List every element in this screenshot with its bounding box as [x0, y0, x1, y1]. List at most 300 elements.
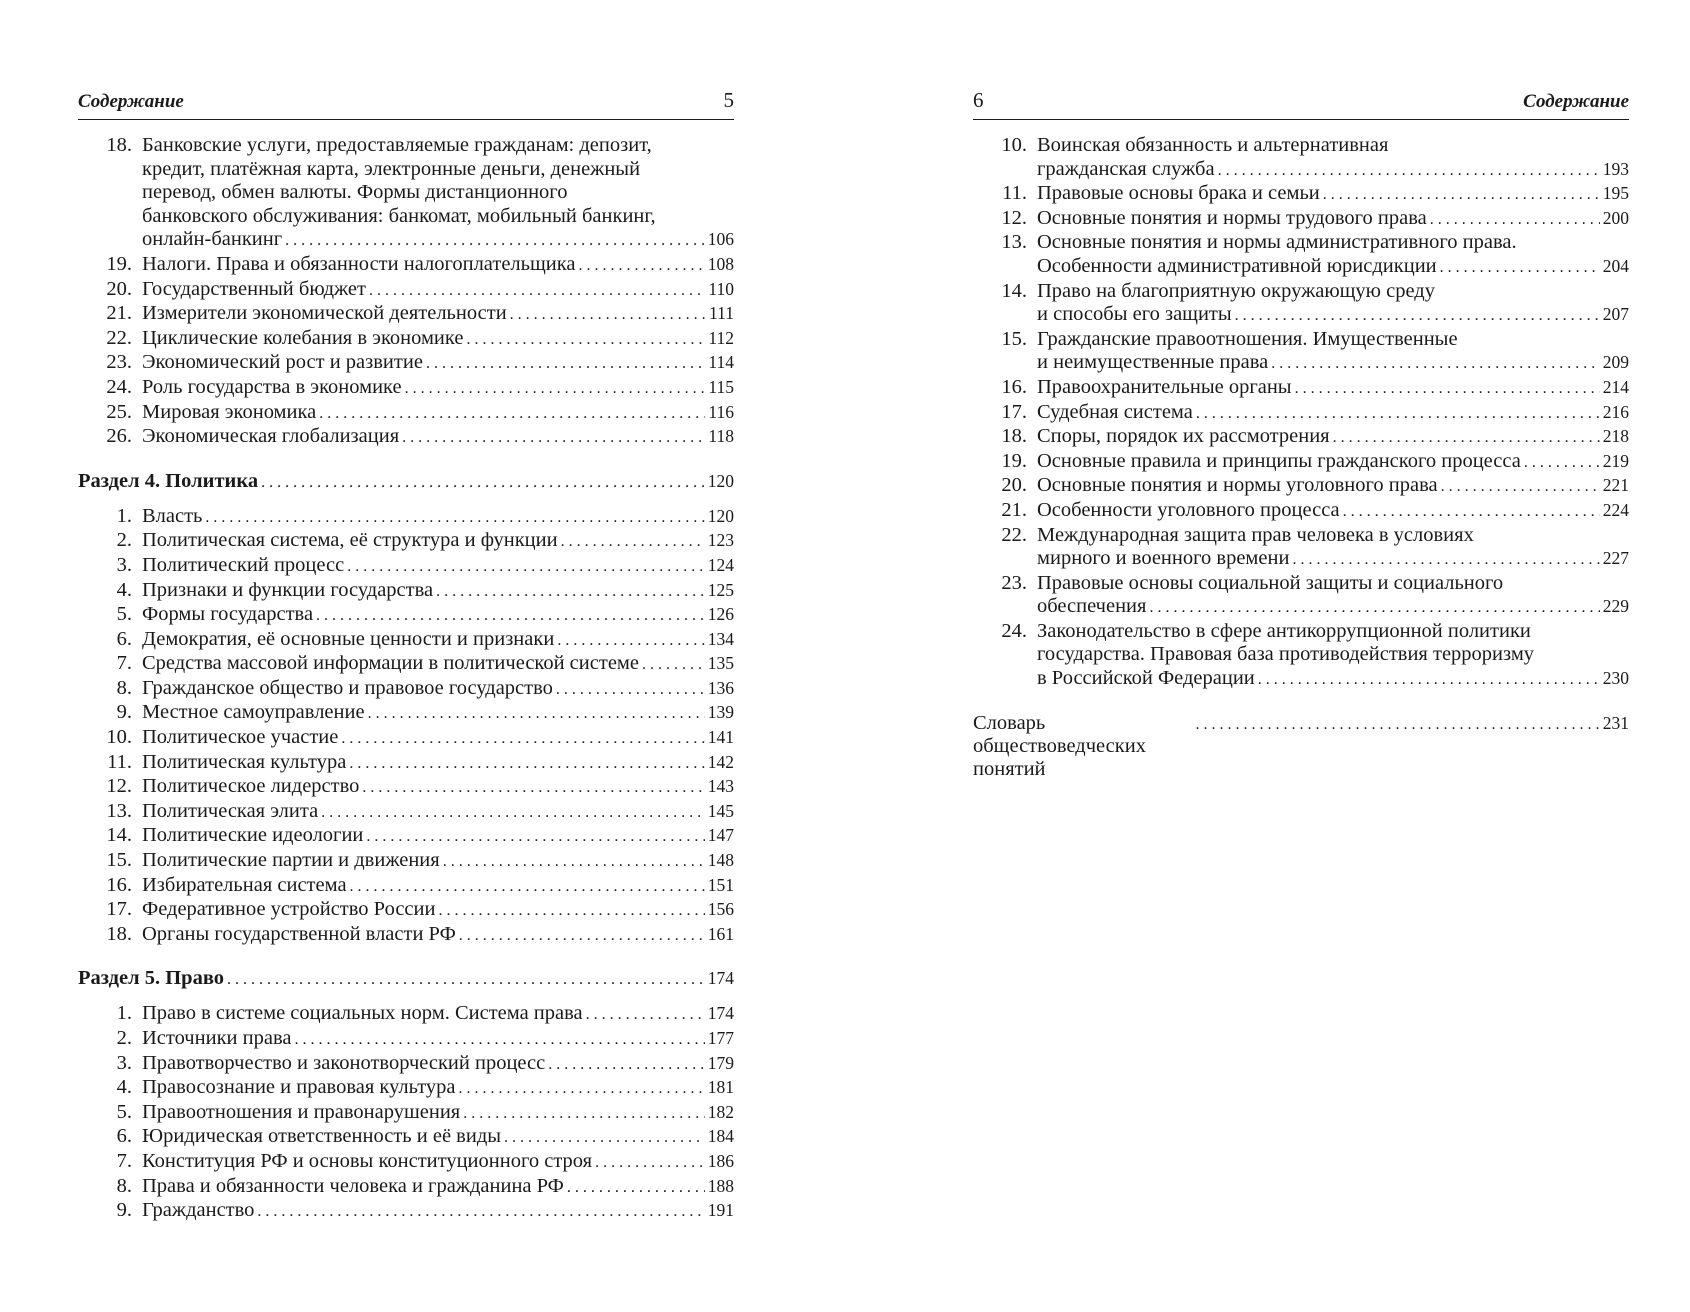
toc-entry-page: 177 — [707, 1028, 734, 1048]
toc-entry[interactable] — [78, 775, 734, 800]
toc-entry[interactable] — [78, 726, 734, 751]
toc-entry-page: 221 — [1602, 475, 1629, 496]
toc-entry-page: 125 — [707, 579, 734, 600]
toc-entry-line — [1037, 547, 1629, 572]
toc-entry-page: 112 — [708, 327, 734, 348]
section-4-title: Раздел 4. Политика — [78, 469, 259, 492]
dot-leader — [438, 899, 704, 923]
toc-entry-number: 9. — [116, 701, 132, 724]
toc-entry-page: 207 — [1602, 304, 1629, 325]
toc-entry-body — [1027, 207, 1629, 232]
toc-entry-body — [132, 1076, 734, 1101]
toc-entry[interactable] — [78, 425, 734, 450]
toc-entry-number: 13. — [106, 799, 132, 822]
dot-leader — [205, 506, 704, 530]
dictionary-title: Словарь обществоведческих понятий — [973, 711, 1146, 780]
section-5-heading[interactable] — [78, 966, 734, 992]
toc-entry[interactable] — [78, 579, 734, 604]
toc-entry-body — [1027, 499, 1629, 524]
toc-entry-body — [132, 1027, 734, 1052]
toc-entry-body — [132, 579, 734, 604]
toc-entry-text: Право в системе социальных норм. Система права — [142, 1002, 583, 1025]
toc-entry-page: 186 — [707, 1150, 734, 1171]
toc-entry[interactable] — [78, 253, 734, 278]
toc-entry-body — [1027, 328, 1629, 376]
toc-entry-line — [1037, 595, 1629, 620]
toc-entry-line — [1037, 401, 1629, 426]
toc-entry-body — [132, 529, 734, 554]
right-running-head — [973, 88, 1629, 120]
toc-entry-number: 24. — [106, 375, 132, 398]
toc-entry-line — [142, 134, 734, 158]
section-4-heading[interactable] — [78, 469, 734, 495]
toc-entry-line — [1037, 667, 1629, 692]
toc-entry-text: Политические идеологии — [142, 824, 364, 847]
toc-entry-text: Конституция РФ и основы конституционного строя — [142, 1149, 593, 1172]
dictionary-entry[interactable] — [973, 712, 1629, 781]
toc-entry[interactable] — [973, 620, 1629, 692]
toc-entry-body — [132, 1175, 734, 1200]
toc-entry-body — [132, 923, 734, 948]
toc-entry-body — [132, 278, 734, 303]
toc-entry-line — [142, 874, 734, 899]
toc-entry-number: 24. — [1001, 619, 1027, 642]
dot-leader — [557, 629, 704, 653]
dot-leader — [443, 850, 705, 874]
toc-entry-text: Экономический рост и развитие — [142, 351, 423, 374]
toc-entry-text: Политический процесс — [142, 553, 345, 576]
toc-entry-text: Правосознание и правовая культура — [142, 1076, 456, 1099]
toc-entry-line — [142, 205, 734, 229]
toc-entry-text: обеспечения — [1037, 595, 1147, 618]
toc-entry-line — [1037, 255, 1629, 280]
toc-entry-text: перевод, обмен валюты. Формы дистанционного — [142, 181, 568, 204]
toc-entry-number: 21. — [106, 302, 132, 325]
dot-leader — [1524, 451, 1600, 475]
toc-entry[interactable] — [78, 1125, 734, 1150]
toc-entry-number: 19. — [1001, 449, 1027, 472]
toc-entry-page: 156 — [707, 899, 734, 920]
toc-entry-line — [1037, 303, 1629, 328]
toc-entry-number: 5. — [116, 1100, 132, 1123]
toc-entry-number: 1. — [116, 504, 132, 527]
toc-entry-line — [142, 181, 734, 205]
toc-entry-body — [132, 701, 734, 726]
dot-leader — [1196, 716, 1600, 734]
toc-entry-line — [142, 1076, 734, 1101]
toc-entry-number: 1. — [116, 1002, 132, 1025]
toc-entry-number: 16. — [106, 873, 132, 896]
toc-entry[interactable] — [78, 278, 734, 303]
toc-entry-line — [142, 800, 734, 825]
toc-entry[interactable] — [973, 328, 1629, 376]
dot-leader — [1323, 183, 1600, 207]
toc-entry-page: 135 — [707, 653, 734, 674]
toc-entry[interactable] — [78, 1052, 734, 1077]
toc-entry[interactable] — [78, 302, 734, 327]
dot-leader — [366, 825, 704, 849]
dot-leader — [1430, 208, 1600, 232]
dot-leader — [1333, 426, 1600, 450]
toc-entry-text: в Российской Федерации — [1037, 667, 1255, 690]
toc-entry-page: 148 — [707, 850, 734, 871]
toc-entry-line — [142, 529, 734, 554]
dot-leader — [321, 801, 705, 825]
toc-entry[interactable] — [78, 677, 734, 702]
toc-entry-body — [132, 134, 734, 253]
toc-entry-line — [142, 1150, 734, 1175]
toc-entry-line — [1037, 450, 1629, 475]
toc-entry-line — [142, 652, 734, 677]
toc-entry-body — [132, 1150, 734, 1175]
dot-leader — [459, 1077, 705, 1101]
toc-entry[interactable] — [973, 450, 1629, 475]
dot-leader — [257, 1200, 704, 1224]
toc-entry-body — [132, 849, 734, 874]
toc-entry[interactable] — [973, 280, 1629, 328]
toc-entry[interactable] — [78, 603, 734, 628]
toc-entry-page: 151 — [707, 874, 734, 895]
toc-entry-line — [1037, 620, 1629, 644]
toc-entry-line — [1037, 425, 1629, 450]
toc-entry-text: Государственный бюджет — [142, 277, 366, 300]
toc-entry-line — [142, 1175, 734, 1200]
toc-entry-page: 204 — [1602, 255, 1629, 276]
toc-entry-line — [142, 1027, 734, 1052]
section-5-title: Раздел 5. Право — [78, 967, 225, 990]
toc-entry-body — [132, 874, 734, 899]
toc-entry-page: 120 — [707, 505, 734, 526]
dot-leader — [319, 402, 705, 426]
toc-entry[interactable] — [78, 652, 734, 677]
toc-entry-number: 21. — [1001, 498, 1027, 521]
toc-entry-body — [1027, 425, 1629, 450]
toc-entry-text: Особенности административной юрисдикции — [1037, 254, 1437, 277]
toc-entry-body — [1027, 620, 1629, 692]
dot-leader — [579, 254, 705, 278]
toc-entry-body — [1027, 134, 1629, 182]
toc-entry[interactable] — [973, 134, 1629, 182]
toc-entry-text: Политическая элита — [142, 799, 319, 822]
toc-entry[interactable] — [78, 1175, 734, 1200]
toc-entry-line — [1037, 158, 1629, 183]
toc-entry-page: 214 — [1602, 376, 1629, 397]
dot-leader — [1218, 159, 1600, 183]
toc-entry-text: Правотворчество и законотворческий процесс — [142, 1051, 546, 1074]
toc-entry-number: 11. — [107, 750, 132, 773]
toc-entry-text: Правовые основы социальной защиты и социального — [1037, 571, 1504, 594]
dot-leader — [285, 229, 705, 253]
dot-leader — [347, 555, 705, 579]
toc-entry-text: Средства массовой информации в политической системе — [142, 652, 639, 675]
toc-entry-number: 11. — [1002, 182, 1027, 205]
toc-entry-page: 224 — [1602, 499, 1629, 520]
toc-entry-number: 7. — [116, 652, 132, 675]
toc-entry[interactable] — [78, 505, 734, 530]
toc-entry[interactable] — [78, 1002, 734, 1027]
toc-entry-line — [142, 824, 734, 849]
toc-entry[interactable] — [78, 923, 734, 948]
toc-entry-body — [132, 824, 734, 849]
toc-entry-text: Роль государства в экономике — [142, 375, 402, 398]
toc-entry-text: Налоги. Права и обязанности налогоплательщика — [142, 252, 576, 275]
toc-entry[interactable] — [78, 628, 734, 653]
toc-entry-number: 17. — [1001, 400, 1027, 423]
toc-entry-number: 12. — [106, 775, 132, 798]
toc-entry-body — [132, 351, 734, 376]
toc-entry-body — [1027, 524, 1629, 572]
toc-entry-line — [1037, 134, 1629, 158]
toc-entry-number: 14. — [106, 824, 132, 847]
dot-leader — [561, 530, 705, 554]
toc-entry-text: Власть — [142, 504, 203, 527]
toc-entry-line — [142, 253, 734, 278]
toc-entry-body — [132, 425, 734, 450]
toc-entry[interactable] — [78, 1027, 734, 1052]
dot-leader — [595, 1151, 705, 1175]
dot-leader — [504, 1126, 705, 1150]
toc-entry-page: 143 — [707, 776, 734, 797]
dot-leader — [1440, 256, 1600, 280]
toc-entry-page: 200 — [1602, 207, 1629, 228]
toc-entry-line — [142, 579, 734, 604]
toc-entry[interactable] — [78, 898, 734, 923]
right-page-number: 6 — [973, 88, 984, 112]
toc-entry-body — [132, 677, 734, 702]
toc-entry[interactable] — [973, 401, 1629, 426]
toc-entry[interactable] — [78, 824, 734, 849]
toc-entry-line — [142, 376, 734, 401]
toc-entry-body — [132, 652, 734, 677]
toc-entry[interactable] — [973, 499, 1629, 524]
toc-entry-page: 191 — [707, 1200, 734, 1221]
toc-entry-line — [1037, 376, 1629, 401]
toc-entry-line — [142, 603, 734, 628]
right-page — [973, 88, 1629, 781]
toc-entry-text: Правоотношения и правонарушения — [142, 1100, 461, 1123]
toc-entry-number: 4. — [116, 1076, 132, 1099]
toc-entry-page: 193 — [1602, 158, 1629, 179]
toc-entry-number: 20. — [106, 277, 132, 300]
toc-entry-line — [142, 327, 734, 352]
toc-entry[interactable] — [973, 572, 1629, 620]
toc-entry-number: 16. — [1001, 375, 1027, 398]
toc-entry-text: кредит, платёжная карта, электронные деньги, денежный — [142, 157, 641, 180]
dictionary-page: 231 — [1602, 712, 1629, 733]
toc-entry-body — [132, 726, 734, 751]
toc-entry-line — [142, 351, 734, 376]
toc-entry-text: банковского обслуживания: банкомат, мобильный банкинг, — [142, 204, 656, 227]
toc-entry-page: 182 — [707, 1101, 734, 1122]
toc-entry-body — [132, 253, 734, 278]
toc-entry[interactable] — [973, 231, 1629, 279]
toc-entry-page: 230 — [1602, 668, 1629, 689]
toc-list — [78, 134, 734, 450]
toc-entry-page: 139 — [707, 702, 734, 723]
dot-leader — [350, 875, 705, 899]
toc-entry-page: 106 — [707, 229, 734, 250]
left-running-head — [78, 88, 734, 120]
toc-entry-line — [1037, 328, 1629, 352]
toc-entry-text: Особенности уголовного процесса — [1037, 498, 1340, 521]
section-4-page: 120 — [707, 470, 734, 491]
toc-entry-number: 19. — [106, 252, 132, 275]
toc-entry[interactable] — [973, 524, 1629, 572]
toc-entry-number: 18. — [106, 134, 132, 156]
toc-entry-number: 6. — [116, 1125, 132, 1148]
toc-entry-body — [132, 1125, 734, 1150]
dot-leader — [261, 471, 705, 495]
dot-leader — [341, 727, 704, 751]
toc-entry-text: Права и обязанности человека и гражданина РФ — [142, 1174, 564, 1197]
toc-entry-line — [142, 425, 734, 450]
toc-entry-text: Избирательная система — [142, 873, 347, 896]
toc-entry-page: 145 — [707, 800, 734, 821]
toc-entry-page: 218 — [1602, 426, 1629, 447]
toc-entry-line — [1037, 280, 1629, 304]
toc-entry-number: 7. — [116, 1149, 132, 1172]
toc-entry[interactable] — [78, 849, 734, 874]
toc-entry[interactable] — [78, 1101, 734, 1126]
toc-entry-text: Политическое лидерство — [142, 775, 360, 798]
dot-leader — [548, 1053, 705, 1077]
dot-leader — [1271, 352, 1600, 376]
toc-entry[interactable] — [973, 207, 1629, 232]
toc-entry-page: 179 — [707, 1052, 734, 1073]
toc-entry-body — [1027, 450, 1629, 475]
toc-entry-body — [1027, 474, 1629, 499]
dot-leader — [436, 580, 705, 604]
dot-leader — [294, 1028, 704, 1052]
toc-entry-page: 114 — [708, 352, 734, 373]
toc-entry-number: 23. — [1001, 571, 1027, 594]
toc-entry-text: Воинская обязанность и альтернативная — [1037, 134, 1389, 156]
toc-entry-body — [132, 376, 734, 401]
toc-entry-line — [142, 1199, 734, 1224]
toc-entry[interactable] — [78, 1076, 734, 1101]
toc-entry[interactable] — [78, 701, 734, 726]
toc-entry-number: 6. — [116, 627, 132, 650]
toc-entry-number: 9. — [116, 1199, 132, 1222]
toc-entry-page: 216 — [1602, 401, 1629, 422]
toc-entry-line — [142, 677, 734, 702]
toc-entry[interactable] — [78, 751, 734, 776]
toc-entry-number: 15. — [106, 849, 132, 872]
toc-entry-line — [142, 228, 734, 253]
toc-list — [78, 505, 734, 948]
dot-leader — [426, 352, 705, 376]
toc-entry-number: 5. — [116, 603, 132, 626]
toc-entry-body — [132, 1101, 734, 1126]
toc-entry-text: Формы государства — [142, 603, 314, 626]
dot-leader — [349, 752, 704, 776]
toc-entry-text: Гражданское общество и правовое государство — [142, 676, 553, 699]
toc-entry[interactable] — [78, 1199, 734, 1224]
dot-leader — [1196, 402, 1600, 426]
toc-entry[interactable] — [973, 376, 1629, 401]
dot-leader — [463, 1102, 705, 1126]
toc-entry-page: 195 — [1602, 183, 1629, 204]
toc-entry-text: Демократия, её основные ценности и признаки — [142, 627, 555, 650]
toc-entry-number: 8. — [116, 676, 132, 699]
toc-entry[interactable] — [78, 376, 734, 401]
section-5-page: 174 — [707, 968, 734, 989]
toc-entry-page: 229 — [1602, 596, 1629, 617]
toc-entry-page: 174 — [707, 1003, 734, 1024]
toc-entry[interactable] — [78, 327, 734, 352]
toc-entry-page: 111 — [709, 303, 734, 324]
toc-entry-number: 26. — [106, 425, 132, 448]
toc-entry-body — [132, 628, 734, 653]
toc-entry[interactable] — [78, 800, 734, 825]
toc-entry-number: 15. — [1001, 327, 1027, 350]
dot-leader — [556, 678, 705, 702]
toc-entry-body — [132, 898, 734, 923]
toc-entry-text: Политическая культура — [142, 750, 347, 773]
toc-entry-number: 12. — [1001, 206, 1027, 229]
toc-entry-body — [132, 775, 734, 800]
dot-leader — [369, 279, 705, 303]
toc-entry-page: 118 — [708, 426, 734, 447]
toc-entry-page: 126 — [707, 604, 734, 625]
toc-entry-line — [142, 775, 734, 800]
toc-entry-line — [142, 726, 734, 751]
toc-entry-body — [1027, 231, 1629, 279]
toc-entry-body — [132, 800, 734, 825]
toc-entry-page: 110 — [708, 278, 734, 299]
toc-entry-line — [142, 898, 734, 923]
toc-entry-number: 20. — [1001, 474, 1027, 497]
toc-entry-body — [132, 302, 734, 327]
toc-entry-text: Законодательство в сфере антикоррупционной политики — [1037, 619, 1531, 642]
dot-leader — [586, 1003, 705, 1027]
toc-entry-text: Циклические колебания в экономике — [142, 326, 464, 349]
toc-entry-page: 108 — [707, 253, 734, 274]
toc-entry[interactable] — [78, 351, 734, 376]
toc-entry-line — [142, 158, 734, 182]
toc-entry-number: 10. — [1001, 134, 1027, 156]
toc-entry-body — [132, 751, 734, 776]
toc-entry-page: 181 — [707, 1077, 734, 1098]
toc-entry-line — [142, 401, 734, 426]
toc-entry-line — [142, 1125, 734, 1150]
toc-entry-body — [132, 554, 734, 579]
dot-leader — [1258, 668, 1600, 692]
toc-entry[interactable] — [78, 134, 734, 253]
toc-entry[interactable] — [78, 554, 734, 579]
toc-entry-text: Экономическая глобализация — [142, 425, 400, 448]
left-page-number: 5 — [723, 88, 734, 112]
toc-entry-page: 134 — [707, 628, 734, 649]
toc-entry-body — [1027, 572, 1629, 620]
toc-entry[interactable] — [973, 474, 1629, 499]
toc-entry-line — [142, 628, 734, 653]
toc-entry-text: Основные понятия и нормы трудового права — [1037, 206, 1427, 229]
toc-entry-page: 123 — [707, 530, 734, 551]
toc-entry-body — [132, 1199, 734, 1224]
toc-entry[interactable] — [973, 182, 1629, 207]
toc-entry-page: 115 — [708, 376, 734, 397]
toc-entry[interactable] — [78, 401, 734, 426]
toc-entry-text: Гражданские правоотношения. Имущественные — [1037, 327, 1458, 350]
toc-entry[interactable] — [78, 874, 734, 899]
toc-entry-line — [1037, 499, 1629, 524]
toc-entry[interactable] — [78, 1150, 734, 1175]
toc-entry[interactable] — [973, 425, 1629, 450]
toc-entry[interactable] — [78, 529, 734, 554]
toc-entry-text: гражданская служба — [1037, 157, 1215, 180]
toc-entry-text: Мировая экономика — [142, 400, 317, 423]
